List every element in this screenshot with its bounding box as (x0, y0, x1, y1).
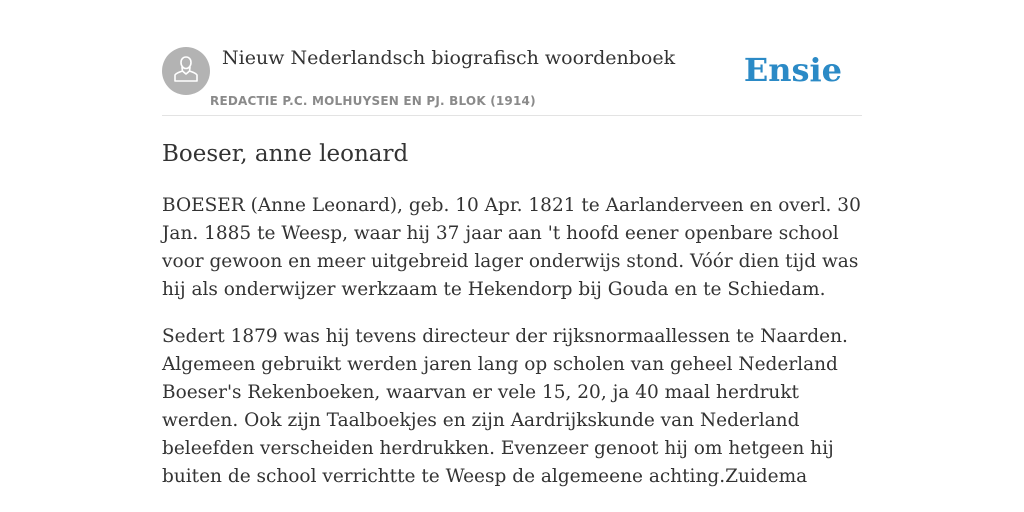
entry-title: Boeser, anne leonard (162, 141, 409, 167)
user-icon (173, 55, 199, 87)
header (162, 0, 862, 116)
entry-paragraph: Sedert 1879 was hij tevens directeur der rijksnormaallessen te Naarden. Algemeen gebruikt werden jaren lang op scholen van geheel Nederland Boeser's Rekenboeken, waarvan er vele 15, 20, ja 40 maal herdrukt werden. Ook zijn Taalboekjes en zijn Aardrijkskunde van Nederland beleefden verscheiden herdrukken. Evenzeer genoot hij om hetgeen hij buiten de school verrichtte te Weesp de algemeene achting.Zuidema (162, 326, 848, 487)
ensie-logo[interactable]: Ensie (743, 51, 842, 89)
entry-body (162, 192, 862, 510)
entry-paragraph: BOESER (Anne Leonard), geb. 10 Apr. 1821 te Aarlanderveen en overl. 30 Jan. 1885 te Weesp, waar hij 37 jaar aan 't hoofd eener openbare school voor gewoon en meer uitgebreid lager onderwijs stond. Vóór dien tijd was hij als onderwijzer werkzaam te Hekendorp bij Gouda en te Schiedam. (162, 195, 861, 300)
book-title[interactable]: Nieuw Nederlandsch biografisch woordenboek (222, 47, 676, 69)
editors-line: REDACTIE P.C. MOLHUYSEN EN PJ. BLOK (1914) (210, 94, 536, 108)
avatar (162, 47, 210, 95)
page-container (162, 0, 862, 487)
